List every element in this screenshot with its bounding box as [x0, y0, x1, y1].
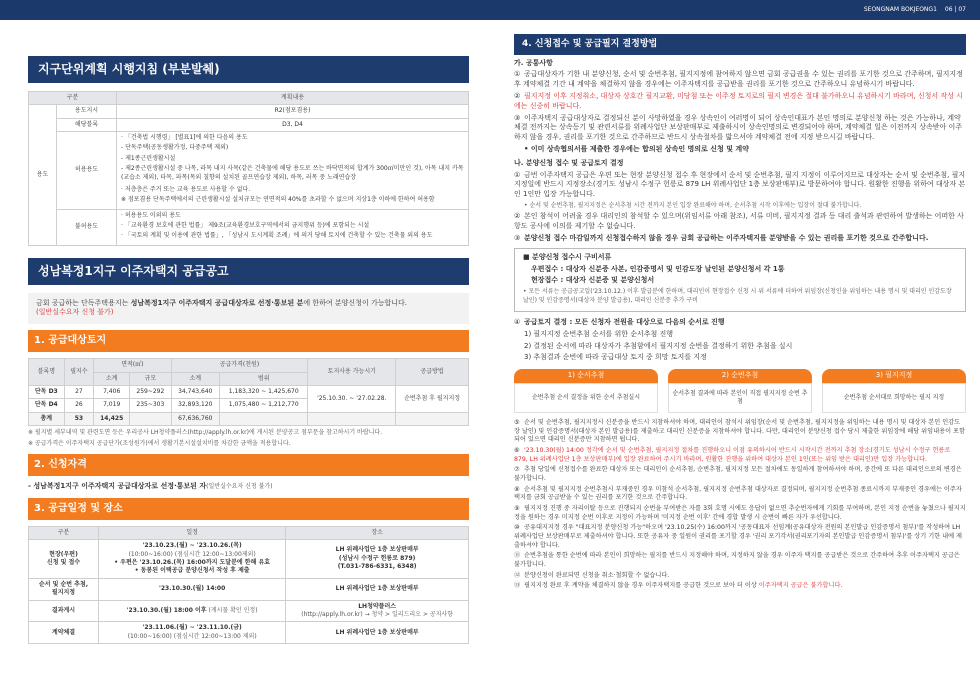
- section-title-guidelines: 지구단위계획 시행지침 (부분발췌): [28, 56, 469, 83]
- flow-step-body: 순번추첨 순서 결정을 위한 순서 추첨실시: [514, 383, 658, 413]
- cell: 235~303: [130, 399, 171, 412]
- item-text: 금번 이주자택지 공급은 우편 또는 현장 분양신청 접수 후 현장에서 순서 및 순번추첨, 필지 지정이 이루어지므로 대상자는 순서 및 순번추첨, 필지지정일에 반드시 지정장소(경기도 성남시 수정구 헌릉로 879 LH 위례사업단 1층 보상판매부)로 방문하여야 합니다. 원활한 진행을 위하여 대상자 본인 1인만 입장 가능합니다.: [514, 170, 966, 199]
- th-method: 공급방법: [396, 359, 469, 386]
- list-item: ⑦ 추첨 당일에 신청접수를 완료한 대상자 또는 대리인이 순서추첨, 순번추첨, 필지지정 모든 절차에도 동일하게 참여하셔야 하며, 중간에 또 다른 대리인으로의 변경은 불가합니다.: [514, 466, 962, 482]
- item-text: 순서 및 순번추첨, 필지지정시 신분증을 반드시 지참하셔야 하며, 대리인이 참석시 위임장(순서 및 순번추첨, 필지지정을 위임하는 내용 명시 및 대상자 본인 인감도장 날인) 및 인감증명서(대상자 본인 발급용)를 제출하고 대리인 신분증을 지참하셔야 합니다. 다만, 대리인이 분양신청 접수 당시 제출한 위임장에 해당 위임내용이 포함되어 있으면 대리인 신분증만 지참하면 됩니다.: [514, 418, 965, 444]
- cell: 총계: [29, 412, 65, 425]
- th: 장소: [286, 526, 469, 539]
- forbidden-line: · 「교육환경 보호에 관한 법률」 제9조(교육환경보호구역에서의 금지행위 등)에 포함되는 시설: [121, 222, 370, 230]
- cell: 26: [64, 399, 94, 412]
- cell-block: 해당블록: [57, 118, 117, 131]
- item-text: 필지지정 이후 지정취소, 대상자 상호간 필지교환, 미당첨 또는 이주정 토지로의 필지 변경은 절대 불가하오니 유념하시기 바라며, 신청서 작성 시에는 신중히 바랍니다.: [514, 91, 963, 110]
- documents-box: [514, 248, 966, 312]
- cell-line: (10:00~16:00) (점심시간 12:00~13:00제외): [128, 550, 256, 558]
- cell: LH 위례사업단 1층 보상판매부: [286, 622, 469, 644]
- item-text: 필지지정 진행 중 자리이탈 등으로 진행되지 순번을 부여받은 자를 3회 호명 시에도 응답이 없으면 추순번자에게 기회를 부여하며, 본인 지정 순번을 놓쳤으나 필지지정을 원하는 경우 미지정 순번 이후로 지정이 가능하며 '미지정 순번 이후' 간에 경합 발생 시 순번이 빠른 자가 우선합니다.: [514, 504, 966, 521]
- cell: [286, 540, 469, 579]
- item-text: 공유대지지정 경우 "대표지정 분양신청 가능"하오며 '23.10.25(수) 16:00까지 '공동대표자 선임계(공유대상자 전원의 본인발급 인감증명서 첨부)'를 작성하여 LH 위례사업단 보상판매부로 제출하셔야 합니다. 또한 공유자 중 일원이 권리를 포기할 경우 '권리 포기각서(권리포기자의 본인발급 인감증명서 첨부)'를 상기 기한 내에 제출하셔야 합니다.: [514, 524, 963, 549]
- cell: [396, 412, 469, 425]
- allowed-line: · 저층층은 주거 또는 교육 용도로 사용할 수 없다.: [121, 185, 251, 193]
- cell: [99, 540, 286, 579]
- process-flow: [514, 369, 966, 413]
- item-text: '23.10.30(월) 14:00 정각에 순서 및 순번추첨, 필지지정 절차를 진행하오니 이점 유의하시어 반드시 시작시간 전까지 추첨 장소(경기도 성남시 수정구 헌릉로 879, LH 위례사업단 1층 보상판매부)에 입장 완료하여 주시기 바라며, 원활한 진행을 위하여 대상자 본인 1인(또는 위임 받은 대리인)만 입장 가능합니다.: [514, 446, 951, 463]
- flow-step-title: 2) 순번추첨: [668, 369, 812, 383]
- item-sub: 2) 결정된 순서에 따라 대상자가 추첨함에서 필지지정 순번을 결정하기 위한 추첨을 실시: [524, 341, 793, 350]
- flow-step-title: 1) 순서추첨: [514, 369, 658, 383]
- cell-use-value: R2(점포겸용): [117, 105, 469, 118]
- table-row: [29, 600, 469, 622]
- list-item: ① 금번 이주자택지 공급은 우편 또는 현장 분양신청 접수 후 현장에서 순서 및 순번추첨, 필지 지정이 이루어지므로 대상자는 순서 및 순번추첨, 필지지정일에 반드시 지정장소(경기도 성남시 수정구 헌릉로 879 LH 위례사업단 1층 보상판매부)로 방문하여야 합니다. 원활한 진행을 위하여 대상자 본인 1인만 입장 가능합니다.: [514, 170, 966, 199]
- cell: '23.10.30.(월) 14:00: [99, 578, 286, 600]
- cell: [130, 412, 171, 425]
- cell-line: (성남시 수정구 헌릉로 879): [338, 554, 416, 562]
- top-bar-right: [489, 0, 980, 20]
- flow-step-2: [668, 369, 812, 413]
- cell-forbidden-content: [117, 209, 469, 245]
- common-list: [514, 70, 966, 154]
- eligibility-text: - 성남복정1지구 이주자택지 공급대상자로 선정·통보된 자: [28, 482, 207, 490]
- heading-supply-land: 1. 공급대상토지: [28, 330, 469, 352]
- cell-line: (10:00~16:00) (점심시간 12:00~13:00 제외): [127, 632, 257, 640]
- allowed-line: - 제1종근린생활시설: [121, 154, 176, 162]
- rules-list: [514, 419, 966, 591]
- cell: [99, 600, 286, 622]
- th-price: 공급가격(천원): [171, 359, 308, 372]
- allowed-line: · 「건축법 시행령」 [별표1]에 의한 다음의 용도: [121, 133, 248, 141]
- subheading-common: 가. 공통사항: [514, 58, 553, 67]
- flow-step-3: [822, 369, 966, 413]
- list-item: ④ 공급토지 결정 : 모든 신청자 전원을 대상으로 다음의 순서로 진행: [514, 317, 725, 326]
- allowed-line: - 단독주택(공동생활가정, 다중주택 제외): [121, 144, 229, 152]
- item-note: • 이미 상속협의서를 제출한 경우에는 합의된 상속인 명의로 신청 및 계약: [524, 144, 749, 153]
- cell-use-indication: 용도지시: [57, 105, 117, 118]
- cell-line: • 우편은 '23.10.26.(목) 16:00까지 도달분에 한해 유효: [114, 558, 271, 566]
- cell: LH 위례사업단 1층 보상판매부: [286, 578, 469, 600]
- list-item: ② 필지지정 이후 지정취소, 대상자 상호간 필지교환, 미당첨 또는 이주정 토지로의 필지 변경은 절대 불가하오니 유념하시기 바라며, 신청서 작성 시에는 신중히 바랍니다.: [514, 91, 963, 110]
- cell-line: LH 위례사업단 1층 보상판매부: [335, 546, 419, 554]
- intro-text: 금회 공급하는 단독주택용지는: [36, 298, 131, 307]
- item-text: 순번추첨을 통한 순번에 따라 본인이 희망하는 필지를 반드시 지정해야 하며, 지정하지 않을 경우 이주자 택지를 공급받은 것으로 간주하여 추후 이주자택지 공급은 불가합니다.: [514, 552, 960, 568]
- list-item: ② 본인 참석이 어려울 경우 대리인의 참석할 수 있으며(위임서류 아래 참조), 서류 미비, 필지지정 결과 등 대리 출석과 관련하여 발생하는 어떠한 사항도 공사에 이의를 제기할 수 없습니다.: [514, 212, 964, 231]
- cell-line: (T.031-786-6331, 6348): [337, 563, 417, 571]
- cell-block-value: D3, D4: [117, 118, 469, 131]
- item-text: 필지지정 완료 후 계약을 체결하지 않을 경우 이주자택지를 공급한 것으로 보아 더 이상: [524, 582, 759, 590]
- section-title-notice: 성남복정1지구 이주자택지 공급공고: [28, 258, 469, 285]
- table-row: [29, 540, 469, 579]
- cell: [308, 412, 396, 425]
- item-text: 이주자택지 공급대상자로 결정되신 분이 사망하였을 경우 상속인이 여러명이 되어 상속인대표가 본인 명의로 분양신청 하는 것은 가능하나, 계약체결 전까지는 상속등기 및 관련서류를 위례사업단 보상판매부로 제출하시어 상속인명의로 변경되어야 하며, 계약체결 일은 이전까지 상속받아 이주하지 않을 경우, 권리를 포기한 것으로 간주하므로 반드시 상속절차를 밟으셔야 계약체결 전에 지정 받으시길 바랍니다.: [514, 113, 963, 142]
- allowed-note: ※ 점포겸용 단독주택에서의 근린생활시설 설치규모는 연면적의 40%를 초과할 수 없으며 지상1층 이하에 한하여 허용함: [121, 196, 435, 204]
- table-row: [29, 386, 469, 399]
- cell: 1,183,320 ~ 1,425,670: [220, 386, 308, 399]
- item-text: 분양신청이 완료되면 신청을 취소·철회할 수 없습니다.: [524, 571, 670, 579]
- cell-line: 순서 및 순번 추첨,: [38, 580, 89, 588]
- cell: 계약체결: [29, 622, 99, 644]
- item-text-red: 이주자택지 공급은 불가합니다.: [758, 582, 843, 590]
- top-bar: [0, 0, 980, 20]
- cell-line: '23.10.23.(월) ~ '23.10.26.(목): [142, 542, 242, 550]
- cell-allowed: 허용용도: [57, 131, 117, 209]
- box-line: 우편접수 : 대상자 신분증 사본, 인감증명서 및 인감도장 날인된 분양신청서 각 1통: [531, 264, 785, 273]
- cell: 53: [64, 412, 94, 425]
- th-area-scale: 규모: [130, 372, 171, 385]
- box-note: • 모든 서류는 공급공고일('23.10.12.) 이후 발급분에 한하며, 대리인이 현장접수 신청 시 위 서류에 더하여 위임장(신청인을 위임하는 내용 명시 및 대리인 인감도장 날인) 및 인감증명서(대상자 분양 발급용), 대리인 신분증 추가 구비: [523, 288, 952, 304]
- note: ※ 필지별 세부내역 및 관련도면 등은 우리공사 LH청약플러스(http://apply.lh.or.kr)에 게시된 분양공고 첨부문을 참고하시기 바랍니다.: [28, 429, 383, 437]
- cell: 1,075,480 ~ 1,212,770: [220, 399, 308, 412]
- cell: 단독 D4: [29, 399, 65, 412]
- cell: 결과게시: [29, 600, 99, 622]
- cell: 14,425: [94, 412, 130, 425]
- supply-land-table: [28, 358, 469, 426]
- flow-step-1: [514, 369, 658, 413]
- cell-line: (게시물 확인 인정): [206, 606, 258, 614]
- list-item: ⑥ '23.10.30(월) 14:00 정각에 순서 및 순번추첨, 필지지정 절차를 진행하오니 이점 유의하시어 반드시 시작시간 전까지 추첨 장소(경기도 성남시 수정구 헌릉로 879, LH 위례사업단 1층 보상판매부)에 입장 완료하여 주시기 바라며, 원활한 진행을 위하여 대상자 본인 1인(또는 위임 받은 대리인)만 입장 가능합니다.: [514, 446, 951, 463]
- subheading-receipt: 나. 분양신청 접수 및 공급토지 결정: [514, 158, 624, 167]
- cell-method: 순번추첨 후 필지지정: [396, 386, 469, 413]
- list-item: ⑩ 공유대지지정 경우 "대표지정 분양신청 가능"하오며 '23.10.25(수) 16:00까지 '공동대표자 선임계(공유대상자 전원의 본인발급 인감증명서 첨부)'를 작성하여 LH 위례사업단 보상판매부로 제출하셔야 합니다. 또한 공유자 중 일원이 권리를 포기할 경우 '권리 포기각서(권리포기자의 본인발급 인감증명서 첨부)'를 상기 기한 내에 제출하셔야 합니다.: [514, 524, 963, 549]
- allowed-line: - 제2종근린생활시설 중 나목, 라목 내지 사목(같은 건축물에 해당 용도로 쓰는 바닥면적의 합계가 300㎡미만인 것), 아목 내지 카목(교습소 제외), 타목, 파목(목외 칠향의 설치된 골프연습장 제외), 하목, 러목 중 노래연습장: [121, 165, 464, 181]
- th-content: 계획내용: [117, 91, 469, 104]
- table-row: [29, 578, 469, 600]
- flow-step-body: 순서추첨 결과에 따라 본인이 직접 필지지정 순번 추첨: [668, 383, 812, 413]
- cell-line: 신청 및 접수: [46, 558, 81, 566]
- th: 구분: [29, 526, 99, 539]
- cell-line: 현장(우편): [49, 550, 78, 558]
- cell-line: (http://apply.lh.or.kr) → 청약 > 일리드리오 > 공지사항: [301, 610, 454, 618]
- item-sub: 1) 필지지정 순번추첨 순서를 위한 순서추첨 진행: [524, 329, 674, 338]
- item-sub: 3) 추첨결과 순번에 따라 공급대상 토지 중 희망 토지를 지정: [524, 353, 707, 362]
- top-bar-left: [0, 0, 489, 20]
- list-item: ⑧ 순서추첨 및 필지지정 순번추첨시 부재중인 경우 미참석 순서추첨, 필지지정 순번추첨 대상자로 결정되며, 필지지정 순번추첨 종료시까지 부재중인 경우에는 이주자택지를 금회 공급받을 수 있는 권리를 포기한 것으로 간주합니다.: [514, 485, 962, 502]
- item-text: 추첨 당일에 신청접수를 완료한 대상자 또는 대리인이 순서추첨, 순번추첨, 필지지정 모든 절차에도 동일하게 참여하셔야 하며, 중간에 또 다른 대리인으로의 변경은 불가합니다.: [514, 466, 962, 482]
- item-text: 본인 참석이 어려울 경우 대리인의 참석할 수 있으며(위임서류 아래 참조), 서류 미비, 필지지정 결과 등 대리 출석과 관련하여 발생하는 어떠한 사항도 공사에 이의를 제기할 수 없습니다.: [514, 212, 964, 231]
- intro-text-2: 에 한하여 분양신청이 가능합니다.: [303, 298, 407, 307]
- left-column: [0, 20, 489, 692]
- intro-red: (일반실수요자 신청 불가): [36, 308, 114, 317]
- note: ※ 공급가격은 이주자택지 공급단가(조성원가)에서 생활기본시설설치비를 차감한 금액을 적용합니다.: [28, 439, 291, 447]
- cell: 259~292: [130, 386, 171, 399]
- decision-list: [514, 318, 966, 363]
- right-column: [492, 20, 980, 692]
- receipt-list: [514, 171, 966, 244]
- flow-step-body: 순번추첨 순서대로 희망하는 필지 지정: [822, 383, 966, 413]
- item-note: • 순서 및 순번추첨, 필지지정은 순서추첨 시간 전까지 본인 입장 완료해야 하며, 순서추첨 시작 이후에는 입장이 절대 불가합니다.: [524, 201, 862, 209]
- page-numbers: 06 | 07: [944, 5, 966, 13]
- brand-label: SEONGNAM BOKJEONG1: [863, 5, 937, 13]
- flow-step-title: 3) 필지지정: [822, 369, 966, 383]
- cell: [29, 540, 99, 579]
- th-block: 블록명: [29, 359, 65, 386]
- list-item: ③ 분양신청 접수 마감일까지 신청접수하지 않을 경우 금회 공급하는 이주자택지를 분양받을 수 있는 권리를 포기한 것으로 간주합니다.: [514, 233, 929, 242]
- cell: [220, 412, 308, 425]
- box-title: ■ 분양신청 접수시 구비서류: [523, 252, 612, 261]
- cell: 34,743,640: [171, 386, 220, 399]
- intro-box: [28, 293, 469, 325]
- cell: 32,893,120: [171, 399, 220, 412]
- cell-forbidden: 불허용도: [57, 209, 117, 245]
- cell-allowed-content: [117, 131, 469, 209]
- th-price-sub: 소계: [171, 372, 220, 385]
- th-price-range: 범위: [220, 372, 308, 385]
- list-item: ⑪ 순번추첨을 통한 순번에 따라 본인이 희망하는 필지를 반드시 지정해야 하며, 지정하지 않을 경우 이주자 택지를 공급받은 것으로 간주하여 추후 이주자택지 공급은 불가합니다.: [514, 552, 960, 568]
- cell-use: 용도: [29, 105, 57, 246]
- list-item: ⑬ 필지지정 완료 후 계약을 체결하지 않을 경우 이주자택지를 공급한 것으로 보아 더 이상 이주자택지 공급은 불가합니다.: [514, 582, 843, 590]
- list-item: ⑤ 순서 및 순번추첨, 필지지정시 신분증을 반드시 지참하셔야 하며, 대리인이 참석시 위임장(순서 및 순번추첨, 필지지정을 위임하는 내용 명시 및 대상자 본인 인감도장 날인) 및 인감증명서(대상자 본인 발급용)를 제출하고 대리인 신분증을 지참하셔야 합니다. 다만, 대리인이 분양신청 접수 당시 제출한 위임장에 해당 위임내용이 포함되어 있으면 대리인 신분증만 지참하면 됩니다.: [514, 418, 965, 444]
- guidelines-table: [28, 91, 469, 246]
- cell-line: • 동봉된 이택공급 분양신청서 작성 후 제출: [134, 567, 250, 575]
- item-text: 순서추첨 및 필지지정 순번추첨시 부재중인 경우 미참석 순서추첨, 필지지정 순번추첨 대상자로 결정되며, 필지지정 순번추첨 종료시까지 부재중인 경우에는 이주자택지를 금회 공급받을 수 있는 권리를 포기한 것으로 간주합니다.: [514, 485, 962, 502]
- schedule-table: [28, 526, 469, 644]
- forbidden-line: · 허용용도 이외의 용도: [121, 211, 181, 219]
- list-item: ⑨ 필지지정 진행 중 자리이탈 등으로 진행되지 순번을 부여받은 자를 3회 호명 시에도 응답이 없으면 추순번자에게 기회를 부여하며, 본인 지정 순번을 놓쳤으나 필지지정을 원하는 경우 미지정 순번 이후로 지정이 가능하며 '미지정 순번 이후' 간에 경합 발생 시 순번이 빠른 자가 우선합니다.: [514, 504, 966, 521]
- th-period: 토지사용 가능시기: [308, 359, 396, 386]
- table-row-total: [29, 412, 469, 425]
- cell: 7,406: [94, 386, 130, 399]
- forbidden-line: · 「국토의 계획 및 이용에 관한 법률」, 「성남시 도시계획 조례」에 의거 당해 토지에 건축할 수 있는 건축물 외의 용도: [121, 232, 433, 240]
- cell-line: 필지지정: [51, 589, 76, 597]
- list-item: ③ 이주자택지 공급대상자로 결정되신 분이 사망하였을 경우 상속인이 여러명이 되어 상속인대표가 본인 명의로 분양신청 하는 것은 가능하나, 계약체결 전까지는 상속등기 및 관련서류를 위례사업단 보상판매부로 제출하시어 상속인명의로 변경되어야 하며, 계약체결 일은 이전까지 상속받아 이주하지 않을 경우, 권리를 포기한 것으로 간주하므로 반드시 상속절차를 밟으셔야 계약체결 전에 지정 받으시길 바랍니다.: [514, 113, 963, 142]
- th-parcels: 필지수: [64, 359, 94, 386]
- table-row: [29, 622, 469, 644]
- th: 일정: [99, 526, 286, 539]
- th-category: 구분: [29, 91, 117, 104]
- item-text: 공급대상자가 기한 내 분양신청, 순서 및 순번추첨, 필지지정에 참여하지 않으면 금회 공급권을 수 있는 권리를 포기한 것으로 간주하며, 필지지정 후 계약체결 기간 내 계약을 체결하지 않을 경우에는 이주자택지를 공급받을 권리를 포기한 것으로 간주하오니 유념하시기 바랍니다.: [514, 70, 963, 89]
- cell: [29, 578, 99, 600]
- cell-line: LH청약플러스: [358, 602, 397, 610]
- cell-line: '23.11.06.(월) ~ '23.11.10.(금): [142, 624, 242, 632]
- list-item: ⑫ 분양신청이 완료되면 신청을 취소·철회할 수 없습니다.: [514, 571, 670, 579]
- heading-eligibility: 2. 신청자격: [28, 454, 469, 476]
- th-area: 면적(㎡): [94, 359, 171, 372]
- cell: 단독 D3: [29, 386, 65, 399]
- cell: [99, 622, 286, 644]
- cell-period: '25.10.30. ~ '27.02.28.: [308, 386, 396, 413]
- cell: 7,019: [94, 399, 130, 412]
- cell: [286, 600, 469, 622]
- box-line: 현장접수 : 대상자 신분증 및 분양신청서: [531, 276, 655, 285]
- cell: 27: [64, 386, 94, 399]
- heading-application: 4. 신청접수 및 공급필지 결정방법: [514, 34, 966, 55]
- th-area-sub: 소계: [94, 372, 130, 385]
- intro-bold: 성남복정1지구 이주자택지 공급대상자로 선정·통보된 분: [130, 298, 304, 307]
- list-item: ① 공급대상자가 기한 내 분양신청, 순서 및 순번추첨, 필지지정에 참여하지 않으면 금회 공급권을 수 있는 권리를 포기한 것으로 간주하며, 필지지정 후 계약체결 기간 내 계약을 체결하지 않을 경우에는 이주자택지를 공급받을 권리를 포기한 것으로 간주하오니 유념하시기 바랍니다.: [514, 70, 963, 89]
- eligibility-sub: (일반실수요자 신청 불가): [206, 483, 273, 490]
- cell: 67,636,760: [171, 412, 220, 425]
- item-text: 공급토지 결정 : 모든 신청자 전원을 대상으로 다음의 순서로 진행: [524, 317, 725, 326]
- heading-schedule: 3. 공급일정 및 장소: [28, 498, 469, 520]
- cell-line: '23.10.30.(월) 18:00 이후: [126, 606, 207, 614]
- item-text: 분양신청 접수 마감일까지 신청접수하지 않을 경우 금회 공급하는 이주자택지를 분양받을 수 있는 권리를 포기한 것으로 간주합니다.: [524, 233, 929, 242]
